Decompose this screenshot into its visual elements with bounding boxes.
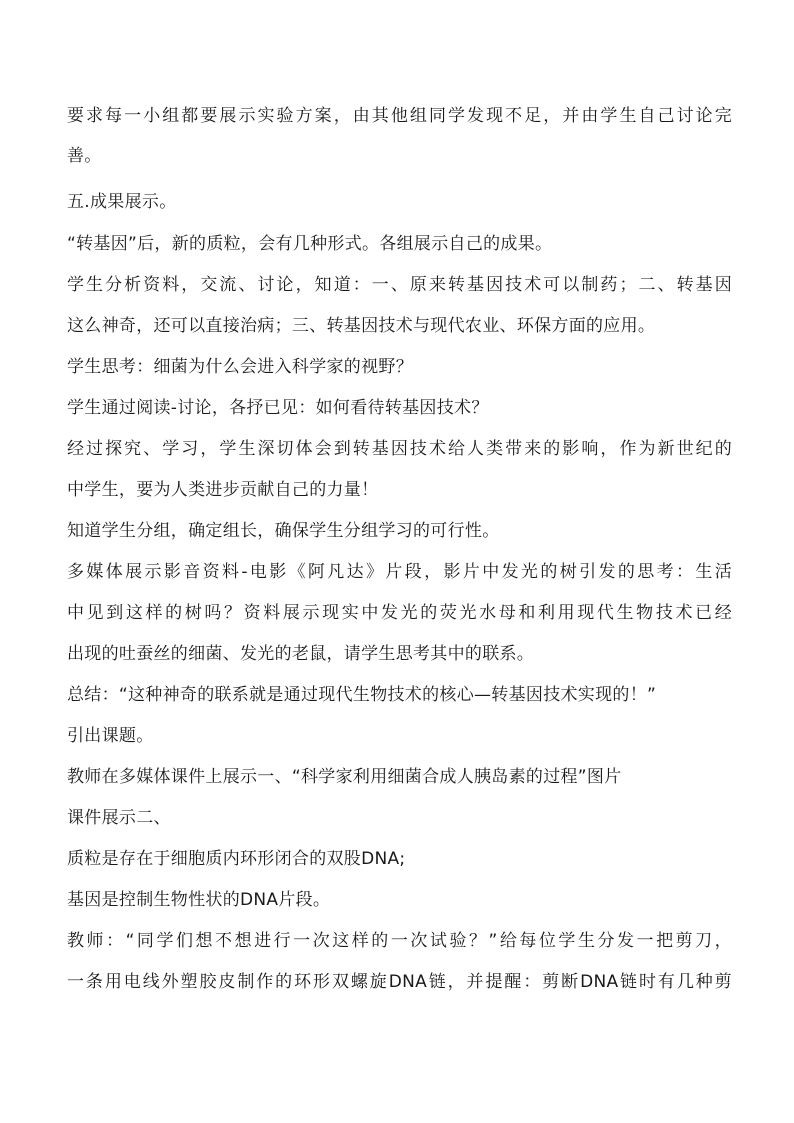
section-heading: 五.成果展示。 (67, 192, 177, 212)
text-line: 学生通过阅读-讨论，各抒已见：如何看待转基因技术？ (67, 398, 489, 418)
text-line: 学生分析资料，交流、讨论，知道：一、原来转基因技术可以制药；二、转基因 (67, 275, 732, 295)
text-line: 经过探究、学习，学生深切体会到转基因技术给人类带来的影响，作为新世纪的 (67, 439, 732, 459)
text-line: 基因是控制生物性状的DNA片段。 (67, 890, 331, 910)
text-line: 一条用电线外塑胶皮制作的环形双螺旋DNA链，并提醒：剪断DNA链时有几种剪 (67, 972, 732, 992)
text-line: 知道学生分组，确定组长，确保学生分组学习的可行性。 (67, 521, 500, 541)
text-line: 教师在多媒体课件上展示一、“科学家利用细菌合成人胰岛素的过程”图片 (67, 767, 622, 787)
text-line: “转基因”后，新的质粒，会有几种形式。各组展示自己的成果。 (67, 234, 553, 254)
text-line: 善。 (67, 146, 102, 166)
text-line: 多媒体展示影音资料-电影《阿凡达》片段，影片中发光的树引发的思考：生活 (67, 562, 732, 582)
text-line: 教师：“同学们想不想进行一次这样的一次试验？”给每位学生分发一把剪刀， (67, 931, 732, 951)
text-line: 这么神奇，还可以直接治病；三、转基因技术与现代农业、环保方面的应用。 (67, 316, 656, 336)
text-line: 学生思考：细菌为什么会进入科学家的视野？ (67, 357, 413, 377)
text-line: 出现的吐蚕丝的细菌、发光的老鼠，请学生思考其中的联系。 (67, 644, 535, 664)
text-line: 总结：“这种神奇的联系就是通过现代生物技术的核心—转基因技术实现的！” (67, 685, 657, 705)
text-line: 要求每一小组都要展示实验方案，由其他组同学发现不足，并由学生自己讨论完 (67, 106, 732, 126)
text-line: 中见到这样的树吗？资料展示现实中发光的荧光水母和利用现代生物技术已经 (67, 603, 732, 623)
text-line: 课件展示二、 (67, 808, 171, 828)
text-line: 质粒是存在于细胞质内环形闭合的双股DNA; (67, 849, 406, 869)
text-line: 引出课题。 (67, 726, 154, 746)
text-line: 中学生，要为人类进步贡献自己的力量！ (67, 480, 379, 500)
